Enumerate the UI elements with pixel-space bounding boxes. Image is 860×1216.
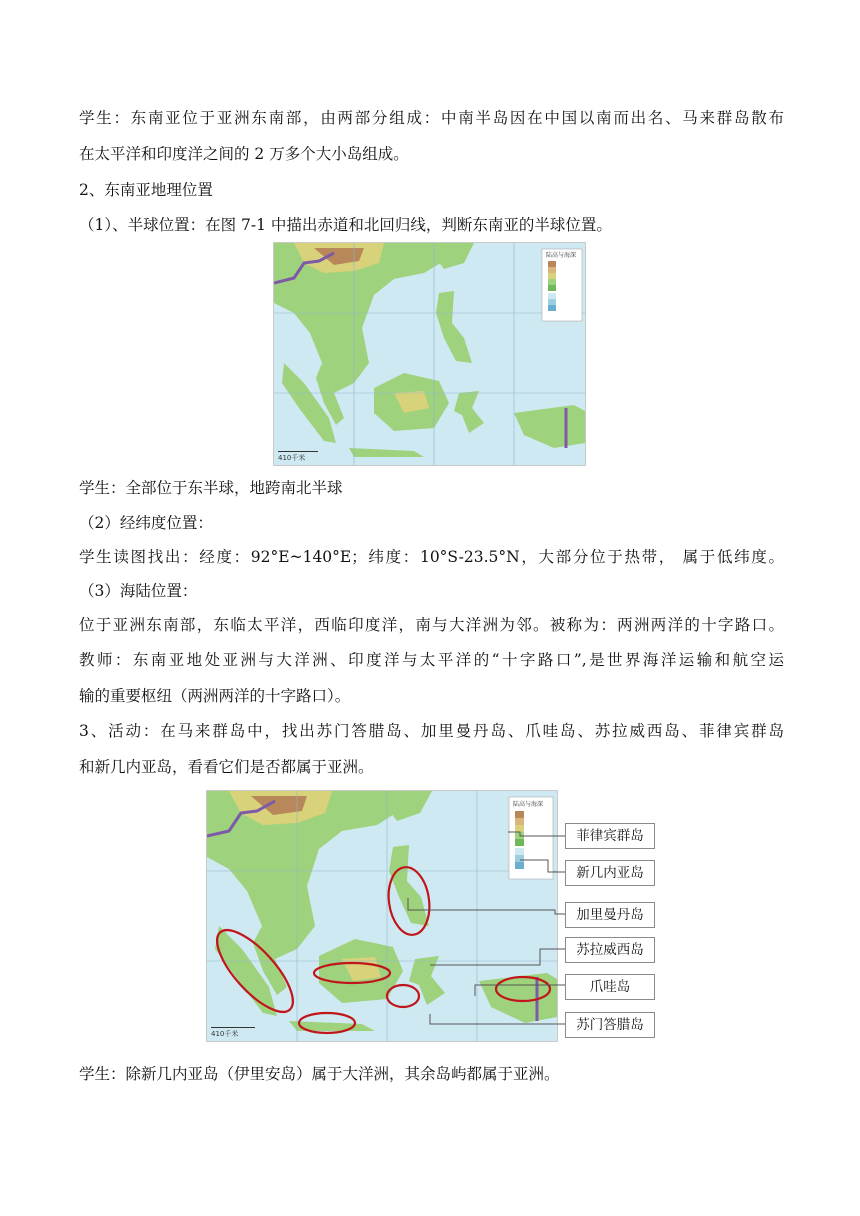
activity-line-2: 和新几内亚岛，看看它们是否都属于亚洲。 <box>79 758 374 776</box>
answer-lat-lon: 学生读图找出：经度：92°E~140°E；纬度：10°S-23.5°N，大部分位于热带， 属于低纬度。 <box>79 548 784 566</box>
answer-hemisphere: 学生：全部位于东半球，地跨南北半球 <box>79 479 343 497</box>
heading-geographic-location: 2、东南亚地理位置 <box>79 181 213 199</box>
heading-hemisphere-position: （1）、半球位置：在图 7-1 中描出赤道和北回归线，判断东南亚的半球位置。 <box>79 216 612 234</box>
answer-final: 学生：除新几内亚岛（伊里安岛）属于大洋洲，其余岛屿都属于亚洲。 <box>79 1065 560 1083</box>
paragraph-intro-line-2: 在太平洋和印度洋之间的 2 万多个大小岛组成。 <box>79 145 409 163</box>
callout-java: 爪哇岛 <box>565 974 655 1000</box>
map2-scale-bar: 410千米 <box>211 1027 255 1039</box>
callout-sulawesi: 苏拉威西岛 <box>565 937 655 963</box>
callout-sumatra: 苏门答腊岛 <box>565 1012 655 1038</box>
heading-sea-land-position: （3）海陆位置： <box>79 582 198 600</box>
teacher-note-line-1: 教师：东南亚地处亚洲与大洋洲、印度洋与太平洋的“十字路口”,是世界海洋运输和航空运 <box>79 651 784 669</box>
map2-legend-title: 陆高与海深 <box>513 801 544 808</box>
callout-new-guinea: 新几内亚岛 <box>565 860 655 886</box>
map1-scale-bar: 410千米 <box>278 451 318 463</box>
map1-legend-title: 陆高与海深 <box>546 252 577 259</box>
callout-kalimantan: 加里曼丹岛 <box>565 902 655 928</box>
callout-philippine-islands: 菲律宾群岛 <box>565 823 655 849</box>
activity-line-1: 3、活动：在马来群岛中，找出苏门答腊岛、加里曼丹岛、爪哇岛、苏拉威西岛、菲律宾群岛 <box>79 722 784 740</box>
paragraph-intro-line-1: 学生：东南亚位于亚洲东南部，由两部分组成：中南半岛因在中国以南而出名、马来群岛散布 <box>79 109 784 127</box>
heading-lat-lon-position: （2）经纬度位置： <box>79 514 213 532</box>
answer-sea-land: 位于亚洲东南部，东临太平洋，西临印度洋，南与大洋洲为邻。被称为：两洲两洋的十字路口。 <box>79 616 784 634</box>
teacher-note-line-2: 输的重要枢纽（两洲两洋的十字路口）。 <box>79 687 351 705</box>
